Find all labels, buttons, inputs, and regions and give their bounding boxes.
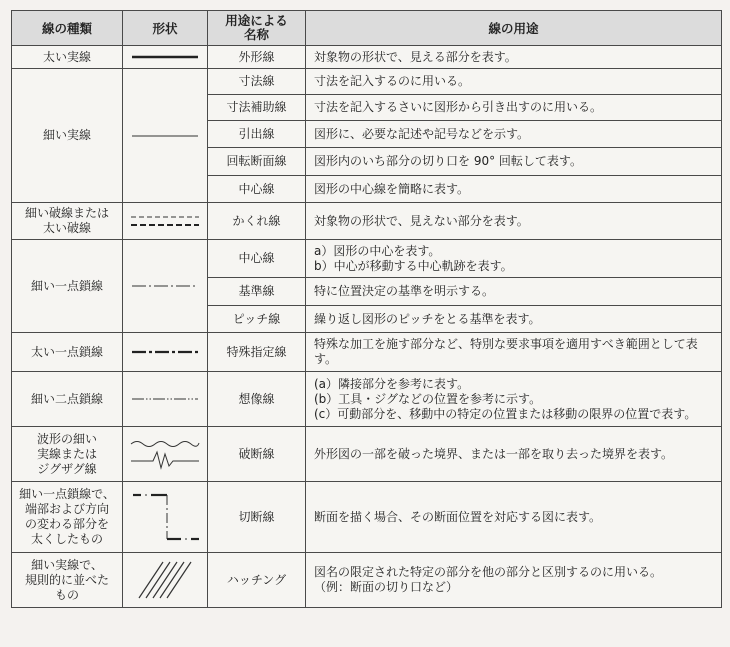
table-row	[12, 333, 722, 372]
usage-cell: 外形図の一部を破った境界、または一部を取り去った境界を表す。	[306, 427, 722, 482]
name-cell: 中心線	[208, 176, 306, 203]
name-cell: 基準線	[208, 278, 306, 306]
dashed-lines-icon	[129, 212, 201, 230]
shape-cell	[123, 46, 208, 69]
usage-line: （例：断面の切り口など）	[314, 580, 459, 594]
usage-cell: 対象物の形状で、見える部分を表す。	[306, 46, 722, 69]
type-line: 細い実線で、	[31, 557, 103, 572]
wavy-zigzag-lines-icon	[129, 435, 201, 473]
name-cell: 回転断面線	[208, 148, 306, 176]
usage-line: a）図形の中心を表す。	[314, 243, 441, 258]
name-cell: 切断線	[208, 482, 306, 553]
shape-cell	[123, 333, 208, 372]
shape-cell	[123, 240, 208, 333]
usage-cell: 断面を描く場合、その断面位置を対応する図に表す。	[306, 482, 722, 553]
name-cell: 外形線	[208, 46, 306, 69]
thick-chain-line-icon	[130, 347, 200, 357]
name-cell: かくれ線	[208, 203, 306, 240]
type-line: 規則的に並べた	[24, 572, 109, 587]
type-cell: 細い実線	[12, 69, 123, 203]
name-cell: ピッチ線	[208, 306, 306, 333]
thin-double-chain-line-icon	[130, 394, 200, 404]
table-row	[12, 482, 722, 553]
usage-line: 図名の限定された特定の部分を他の部分と区別するのに用いる。	[314, 565, 663, 579]
type-cell: 太い実線	[12, 46, 123, 69]
usage-cell: 寸法を記入するのに用いる。	[306, 69, 722, 95]
shape-cell	[123, 482, 208, 553]
shape-cell	[123, 553, 208, 608]
line-types-table	[11, 10, 722, 608]
name-cell: 引出線	[208, 121, 306, 148]
header-name	[208, 11, 306, 46]
table-row	[12, 46, 722, 69]
usage-cell: 対象物の形状で、見えない部分を表す。	[306, 203, 722, 240]
shape-cell	[123, 372, 208, 427]
usage-cell	[306, 240, 722, 278]
name-cell: ハッチング	[208, 553, 306, 608]
type-line: 太い破線	[42, 221, 91, 235]
type-cell: 細い二点鎖線	[12, 372, 123, 427]
shape-cell	[123, 203, 208, 240]
usage-cell: 寸法を記入するさいに図形から引き出すのに用いる。	[306, 95, 722, 121]
type-line: 細い一点鎖線で、	[19, 487, 115, 501]
type-line: 細い破線または	[24, 206, 109, 220]
header-type: 線の種類	[12, 11, 123, 46]
table-row	[12, 427, 722, 482]
thin-chain-line-icon	[130, 281, 200, 291]
name-cell: 破断線	[208, 427, 306, 482]
name-cell: 寸法補助線	[208, 95, 306, 121]
table-row	[12, 553, 722, 608]
thick-solid-line-icon	[130, 52, 200, 62]
type-line: 実線または	[36, 446, 97, 461]
usage-cell	[306, 553, 722, 608]
shape-cell	[123, 69, 208, 203]
table-row	[12, 203, 722, 240]
shape-cell	[123, 427, 208, 482]
hatching-icon	[135, 560, 195, 600]
name-cell: 中心線	[208, 240, 306, 278]
type-line: の変わる部分を	[24, 517, 109, 531]
type-line: ジグザグ線	[37, 461, 97, 476]
table-row	[12, 69, 722, 95]
usage-cell: 特殊な加工を施す部分など、特別な要求事項を適用すべき範囲として表す。	[306, 333, 722, 372]
header-usage: 線の用途	[306, 11, 722, 46]
table-row	[12, 240, 722, 278]
usage-cell: 図形内のいち部分の切り口を 90° 回転して表す。	[306, 148, 722, 176]
usage-cell: 図形の中心線を簡略に表す。	[306, 176, 722, 203]
type-cell: 細い一点鎖線	[12, 240, 123, 333]
usage-line: (b）工具・ジグなどの位置を参考に示す。	[314, 391, 542, 406]
name-cell: 特殊指定線	[208, 333, 306, 372]
type-cell	[12, 203, 123, 240]
table-row	[12, 372, 722, 427]
type-line: もの	[54, 587, 79, 602]
name-cell: 想像線	[208, 372, 306, 427]
type-line: 端部および方向	[24, 502, 109, 516]
header-row	[12, 11, 722, 46]
usage-cell	[306, 372, 722, 427]
cutting-plane-line-icon	[129, 489, 201, 545]
usage-cell: 繰り返し図形のピッチをとる基準を表す。	[306, 306, 722, 333]
name-cell: 寸法線	[208, 69, 306, 95]
type-cell	[12, 427, 123, 482]
header-shape: 形状	[123, 11, 208, 46]
usage-line: b）中心が移動する中心軌跡を表す。	[314, 258, 513, 273]
type-line: 波形の細い	[36, 431, 97, 446]
header-name-text: 用途による名称	[225, 13, 288, 42]
usage-cell: 特に位置決定の基準を明示する。	[306, 278, 722, 306]
usage-cell: 図形に、必要な記述や記号などを示す。	[306, 121, 722, 148]
usage-line: (a）隣接部分を参考に表す。	[314, 376, 470, 391]
type-cell: 太い一点鎖線	[12, 333, 123, 372]
type-cell	[12, 482, 123, 553]
usage-line: (c）可動部分を、移動中の特定の位置または移動の限界の位置で表す。	[314, 406, 697, 421]
thin-solid-line-icon	[130, 131, 200, 141]
type-cell	[12, 553, 123, 608]
type-line: 太くしたもの	[30, 532, 103, 546]
